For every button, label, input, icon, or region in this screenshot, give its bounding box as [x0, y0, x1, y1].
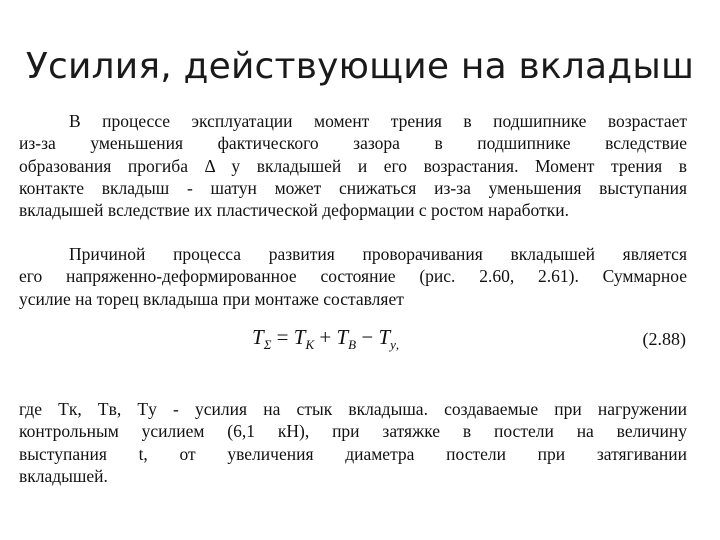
formula-t2-sub: B	[348, 337, 357, 353]
text-line: его напряженно-деформированное состояние (рис. 2.60, 2.61). Суммарное	[19, 266, 687, 287]
formula-minus: −	[356, 325, 379, 349]
paragraph-rotation-cause	[19, 243, 687, 310]
text-line: Причиной процесса развития проворачивания вкладышей является	[69, 244, 687, 264]
slide-title: Усилия, действующие на вкладыш	[25, 46, 695, 87]
formula-plus: +	[314, 325, 337, 349]
text-line: В процессе эксплуатации момент трения в подшипнике возрастает	[69, 111, 687, 131]
paragraph-where	[19, 398, 687, 487]
text-line: контакте вкладыш - шатун может снижаться из-за уменьшения выступания	[19, 177, 687, 198]
formula-t3: T	[378, 325, 391, 349]
formula-eq: =	[271, 325, 294, 349]
text-line: где Tк, Tв, Tу - усилия на стык вкладыша. создаваемые при нагружении	[19, 399, 687, 419]
formula-t1: T	[293, 325, 306, 349]
formula-t3-sub: y	[390, 337, 396, 353]
formula-lhs: T	[252, 325, 264, 349]
text-line: вкладышей.	[19, 465, 108, 486]
text-line: из-за уменьшения фактического зазора в подшипнике вследствие	[19, 133, 687, 154]
text-line: контрольным усилием (6,1 кН), при затяжке в постели на величину	[19, 421, 687, 442]
formula-lhs-sub: Σ	[263, 337, 272, 353]
text-line: усилие на торец вкладыша при монтаже составляет	[19, 288, 404, 309]
paragraph-friction	[19, 110, 687, 221]
formula-t2: T	[336, 325, 349, 349]
text-line: образования прогиба Δ у вкладышей и его возрастания. Момент трения в	[19, 155, 687, 176]
formula-comma: ,	[395, 337, 400, 353]
formula-total-force	[252, 325, 399, 353]
text-line: вкладышей вследствие их пластической деформации с ростом наработки.	[19, 200, 569, 221]
formula-t1-sub: K	[305, 337, 315, 353]
text-line: выступания t, от увеличения диаметра постели при затягивании	[19, 443, 687, 464]
equation-number: (2.88)	[642, 329, 686, 349]
